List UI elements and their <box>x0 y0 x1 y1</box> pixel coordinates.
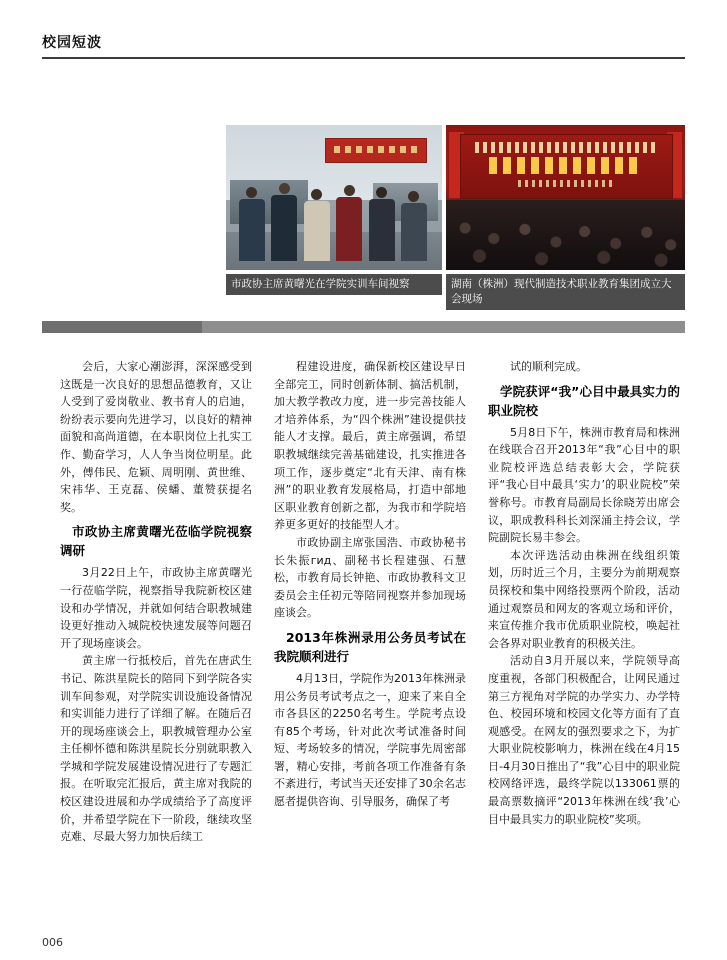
photo-group <box>226 125 685 270</box>
person-figure <box>239 187 265 261</box>
paragraph: 程建设进度，确保新校区建设早日全部完工，同时创新体制、搞活机制，加大教学教改力度，进一步完善技能人才培养体系，为“四个株洲”建设提供技能人才支撑。最后，黄主席强调，希望职教城继续完善基础建设，扎实推进各项工作，逐步奠定“北有天津、南有株洲”的职业教育发展格局，打造中部地区职业教育创新之都，为我市和学院培养更多更好的技能型人才。 <box>274 360 466 532</box>
photo-workshop <box>226 125 442 270</box>
article-heading: 学院获评“我”心目中最具实力的职业院校 <box>488 383 680 418</box>
article-columns <box>60 358 680 846</box>
column-3 <box>488 358 680 846</box>
conference-audience <box>446 200 685 270</box>
paragraph: 4月13日，学院作为2013年株洲录用公务员考试考点之一，迎来了来自全市各县区的2250名考生。学院考点设有85个考场，针对此次考试准备时间短、考场较多的情况，学院事先周密部署，精心安排，考前各项工作准备有条不紊进行，考试当天还安排了30余名志愿者提供咨询、引导服务，确保了考 <box>274 671 466 809</box>
paragraph: 黄主席一行抵校后，首先在唐武生书记、陈洪星院长的陪同下到学院各实训车间参观，对学院实训设施设备情况和实训能力进行了详细了解。在随后召开的现场座谈会上，职教城管理办公室主任柳怀德和陈洪星院长分别就职教入学城和学院发展建设情况进行了专题汇报。在听取完汇报后，黄主席对我院的校区建设进展和办学成绩给予了高度评价，并希望学院在下一阶段，继续攻坚克难、尽最大努力加快后续工 <box>60 654 252 844</box>
divider-band-accent <box>42 321 202 333</box>
person-figure <box>401 191 427 261</box>
conference-backdrop-line-3 <box>518 180 614 187</box>
article-heading: 市政协主席黄曙光莅临学院视察调研 <box>60 524 252 559</box>
article-heading: 2013年株洲录用公务员考试在我院顺利进行 <box>274 629 466 664</box>
caption-conference: 湖南（株洲）现代制造技术职业教育集团成立大会现场 <box>446 274 685 310</box>
column-2 <box>274 358 466 846</box>
conference-backdrop-line-1 <box>475 142 657 152</box>
person-figure <box>304 189 330 261</box>
person-figure <box>336 185 362 261</box>
photo-row <box>226 125 685 270</box>
paragraph: 市政协副主席张国浩、市政协秘书长朱振гид、副秘书长程建强、石慧松，市教育局长钟艳、市政协教科文卫委员会主任初元等陪同视察并参加现场座谈会。 <box>274 535 466 620</box>
caption-workshop: 市政协主席黄曙光在学院实训车间视察 <box>226 274 442 295</box>
photo-conference <box>446 125 685 270</box>
conference-backdrop-line-2 <box>489 157 642 174</box>
paragraph: 3月22日上午，市政协主席黄曙光一行莅临学院，视察指导我院新校区建设和办学情况，并就如何结合职教城建设更好推动入城院校快速发展等问题召开了现场座谈会。 <box>60 566 252 650</box>
paragraph: 本次评选活动由株洲在线组织策划，历时近三个月，主要分为前期观察员探校和集中网络投票两个阶段，活动通过观察员和网友的客观立场和评价，来宣传推介我市优质职业院校，唤起社会各界对职业教育的积极关注。 <box>488 548 680 650</box>
person-figure <box>369 187 395 261</box>
paragraph: 活动自3月开展以来，学院领导高度重视，各部门积极配合，让网民通过第三方视角对学院的办学实力、办学特色、校园环境和校园文化等方面有了直观感受。在网友的强烈要求之下，为扩大职业院校影响力，株洲在线在4月15日-4月30日推出了“我”心目中的职业院校网络评选，最终学院以133061票的最高票数摘评“2013年株洲在线‘我’心目中最具实力的职业院校”奖项。 <box>488 654 680 826</box>
paragraph: 5月8日下午，株洲市教育局和株洲在线联合召开2013年“我”心目中的职业院校评选总结表彰大会，学院获评“我心目中最具‘实力’的职业院校”荣誉称号。市教育局副局长徐晓芳出席会议，职成教科科长刘深涌主持会议，学院副院长易丰参会。 <box>488 425 680 545</box>
column-1 <box>60 358 252 846</box>
paragraph: 试的顺利完成。 <box>510 360 587 373</box>
page-header-title: 校园短波 <box>42 35 102 51</box>
workshop-red-banner <box>325 138 426 163</box>
person-figure <box>271 183 297 261</box>
header-rule <box>42 57 685 59</box>
paragraph: 会后，大家心潮澎湃，深深感受到这既是一次良好的思想品德教育，又让人受到了爱岗敬业、教书育人的启迪，纷纷表示要向先进学习，以良好的精神面貌和高尚道德，在本职岗位上扎实工作、勤奋学习，人人争当岗位明星。此外，傅伟民、危颖、周明刚、黄世维、宋祎华、王克磊、侯蟠、董赞获提名奖。 <box>60 360 252 514</box>
page-number: 006 <box>42 936 63 949</box>
caption-group <box>226 274 685 310</box>
